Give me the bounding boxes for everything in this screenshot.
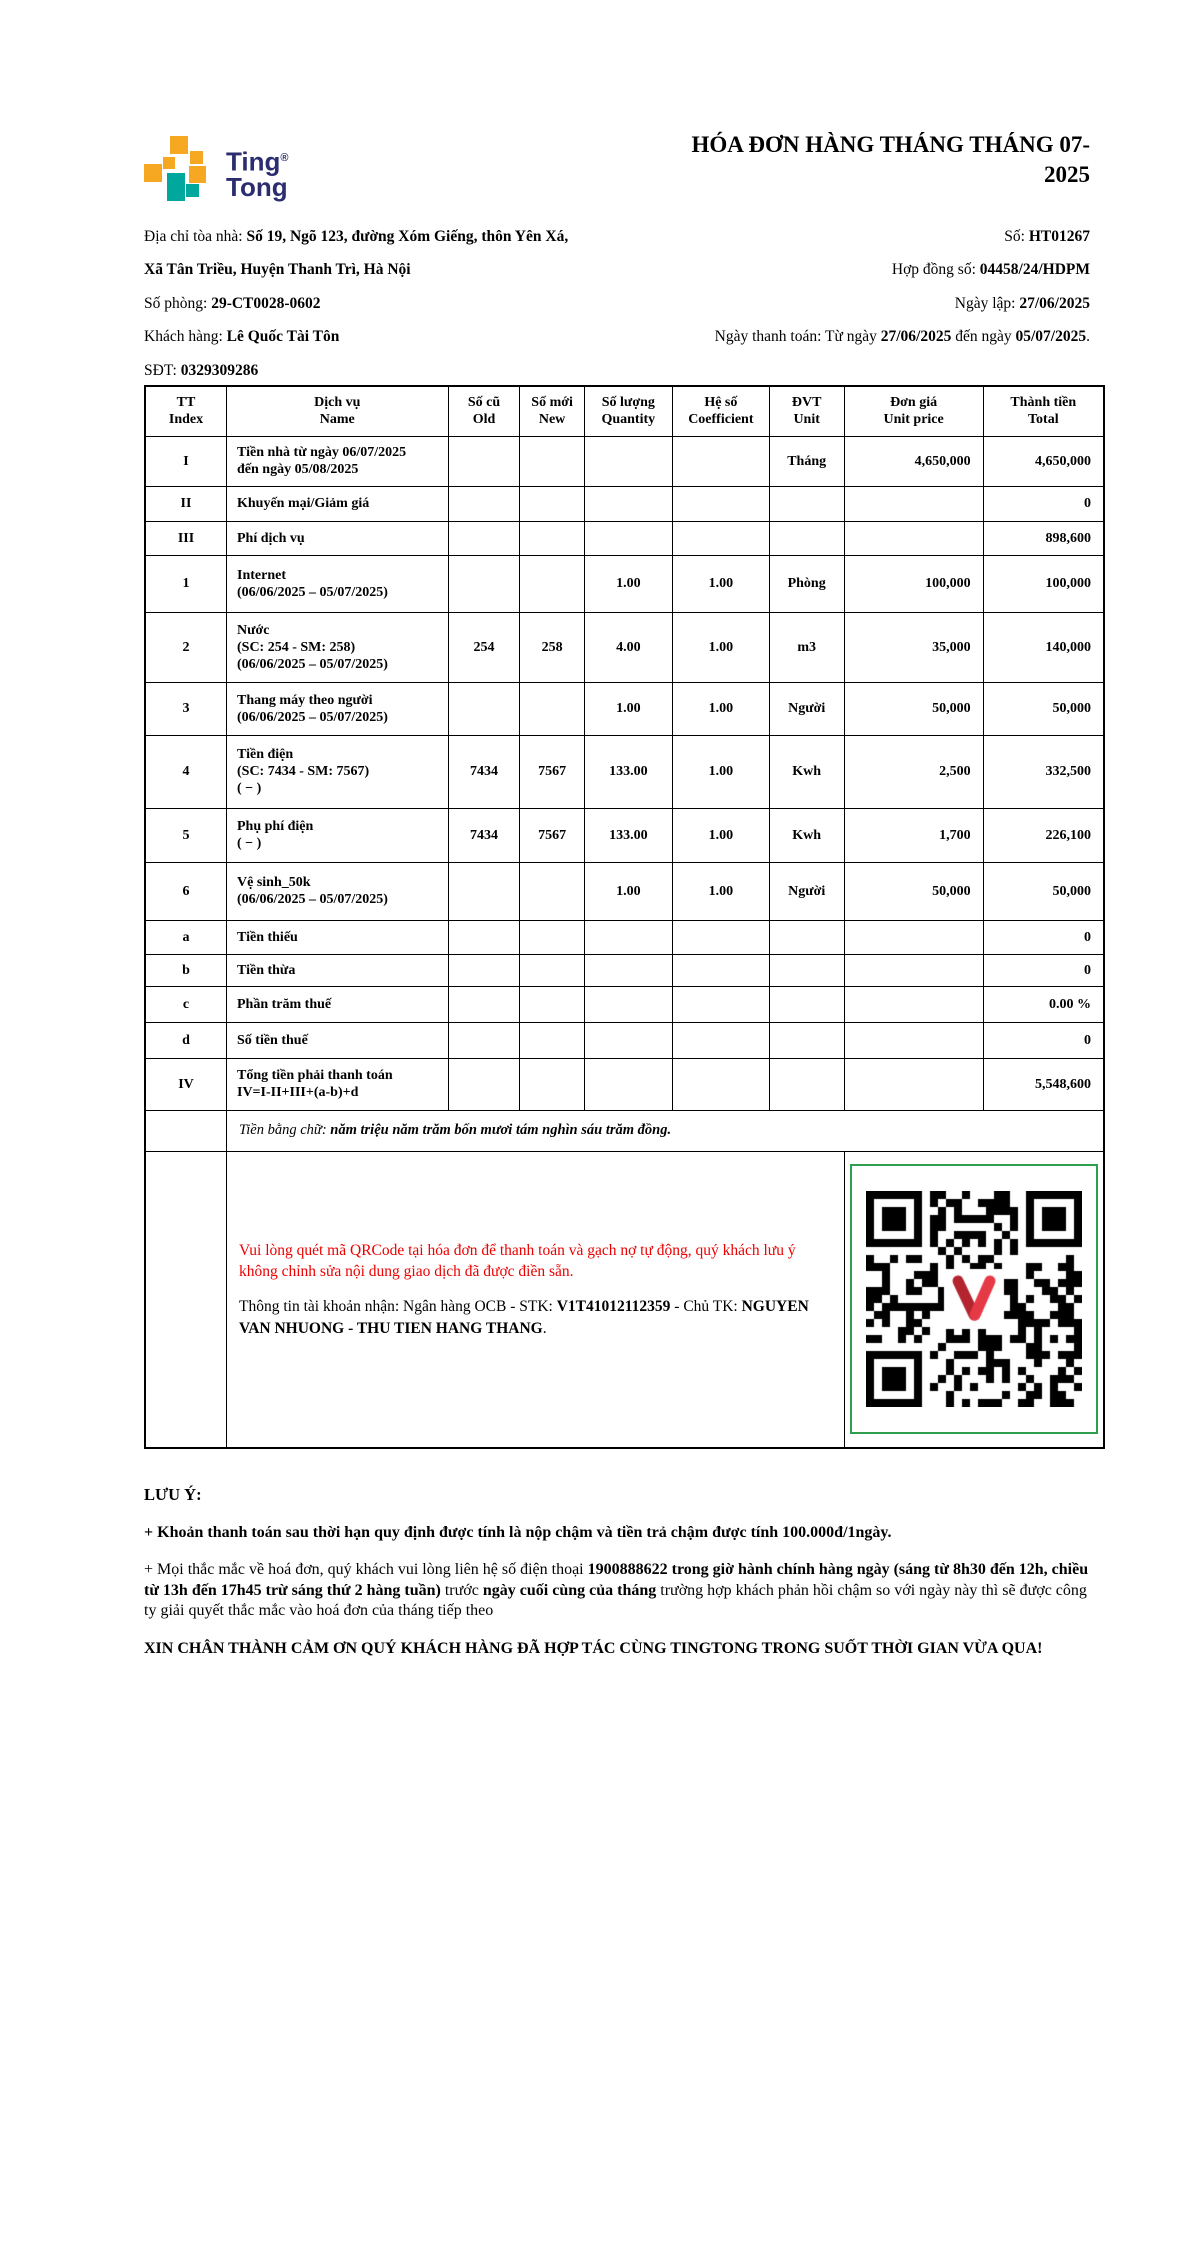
cell-service-name <box>227 954 449 986</box>
cell-unit-price <box>844 986 983 1022</box>
issue-date <box>630 287 1090 320</box>
cell-quantity: 4.00 <box>584 612 672 682</box>
cell-total: 0 <box>983 954 1104 986</box>
note-segment: XIN CHÂN THÀNH CẢM ƠN QUÝ KHÁCH HÀNG ĐÃ HỢP TÁC CÙNG TINGTONG TRONG SUỐT THỜI GIAN VỪA QUA! <box>144 1639 1043 1657</box>
building-address-line1-segment: Số 19, Ngõ 123, đường Xóm Giếng, thôn Yên Xá, <box>246 228 569 245</box>
table-row <box>145 521 1104 555</box>
cell-old-reading <box>448 986 520 1022</box>
service-name-line: Khuyến mại/Giảm giá <box>237 496 370 511</box>
payment-period-segment: . <box>1086 328 1090 346</box>
customer-name-segment: Lê Quốc Tài Tôn <box>226 328 340 346</box>
note-paragraph <box>144 1560 1096 1622</box>
cell-index: 6 <box>145 862 227 920</box>
table-row <box>145 436 1104 486</box>
cell-index: 5 <box>145 808 227 862</box>
table-row <box>145 682 1104 735</box>
cell-quantity <box>584 986 672 1022</box>
cell-new-reading <box>520 920 584 954</box>
cell-index: I <box>145 436 227 486</box>
customer-phone-segment: 0329309286 <box>180 361 259 379</box>
service-name-line: (06/06/2025 – 05/07/2025) <box>237 892 388 907</box>
header-label-vi: Số mới <box>531 395 573 411</box>
header-label-vi: Số lượng <box>601 395 655 411</box>
cell-index: 3 <box>145 682 227 735</box>
cell-unit-price: 50,000 <box>844 862 983 920</box>
cell-coefficient: 1.00 <box>672 735 769 808</box>
table-row <box>145 555 1104 612</box>
service-name-line: (06/06/2025 – 05/07/2025) <box>237 709 388 725</box>
service-name-line: Phí dịch vụ <box>237 530 305 546</box>
cell-new-reading <box>520 555 584 612</box>
cell-new-reading <box>520 862 584 920</box>
table-header-cell <box>672 386 769 436</box>
table-row <box>145 954 1104 986</box>
cell-quantity <box>584 1058 672 1110</box>
note-segment: + Mọi thắc mắc về hoá đơn, quý khách vui lòng liên hệ số điện thoại <box>144 1561 588 1578</box>
payment-period-segment: Ngày thanh toán: Từ ngày <box>714 328 881 346</box>
cell-unit-price: 50,000 <box>844 682 983 735</box>
tingtong-logo-icon <box>144 136 210 202</box>
service-name-line: Tiền nhà từ ngày 06/07/2025 <box>237 445 407 460</box>
cell-index: 2 <box>145 612 227 682</box>
cell-unit <box>769 1058 844 1110</box>
table-header-cell <box>584 386 672 436</box>
header-label-en: Unit <box>793 412 820 428</box>
cell-coefficient <box>672 1058 769 1110</box>
payment-period-segment: 27/06/2025 <box>880 328 952 346</box>
issue-date-segment: 27/06/2025 <box>1019 294 1090 312</box>
cell-new-reading <box>520 682 584 735</box>
cell-coefficient <box>672 436 769 486</box>
invoice-number <box>630 220 1090 253</box>
invoice-title: HÓA ĐƠN HÀNG THÁNG THÁNG 07-2025 <box>691 132 1090 187</box>
cell-service-name <box>227 436 449 486</box>
cell-index: III <box>145 521 227 555</box>
header-label-vi: Số cũ <box>467 395 501 411</box>
cell-quantity <box>584 521 672 555</box>
table-row <box>145 1058 1104 1110</box>
contract-number-segment: 04458/24/HDPM <box>979 261 1090 279</box>
cell-total: 0 <box>983 920 1104 954</box>
cell-total: 226,100 <box>983 808 1104 862</box>
cell-total: 0 <box>983 486 1104 521</box>
cell-old-reading <box>448 682 520 735</box>
cell-unit-price: 2,500 <box>844 735 983 808</box>
note-segment: ngày cuối cùng của tháng <box>482 1581 657 1599</box>
cell-unit: Phòng <box>769 555 844 612</box>
cell-coefficient: 1.00 <box>672 555 769 612</box>
cell-quantity: 1.00 <box>584 862 672 920</box>
cell-unit-price <box>844 1058 983 1110</box>
logo-pixel <box>167 173 185 201</box>
cell-unit-price <box>844 954 983 986</box>
cell-unit-price <box>844 486 983 521</box>
cell-old-reading: 7434 <box>448 808 520 862</box>
cell-index: II <box>145 486 227 521</box>
notes-paragraphs <box>144 1523 1096 1660</box>
service-name-line: IV=I-II+III+(a-b)+d <box>237 1085 359 1100</box>
table-header-cell <box>145 386 227 436</box>
cell-index: c <box>145 986 227 1022</box>
service-name-line: Tiền thiếu <box>237 929 298 945</box>
qr-code <box>866 1191 1082 1407</box>
table-row <box>145 612 1104 682</box>
cell-unit <box>769 486 844 521</box>
table-header-cell <box>769 386 844 436</box>
header-label-vi: Thành tiền <box>1010 395 1077 411</box>
cell-coefficient <box>672 521 769 555</box>
cell-index: b <box>145 954 227 986</box>
service-name-line: Số tiền thuế <box>237 1032 308 1048</box>
thank-you-note <box>144 1639 1096 1660</box>
table-row <box>145 808 1104 862</box>
cell-old-reading <box>448 555 520 612</box>
cell-old-reading: 7434 <box>448 735 520 808</box>
cell-quantity: 133.00 <box>584 735 672 808</box>
cell-service-name <box>227 521 449 555</box>
header-label-vi: Hệ số <box>704 395 738 411</box>
cell-new-reading <box>520 521 584 555</box>
cell-service-name <box>227 862 449 920</box>
qr-code-frame <box>850 1164 1098 1434</box>
cell-old-reading <box>448 486 520 521</box>
cell-new-reading <box>520 436 584 486</box>
cell-unit: Người <box>769 862 844 920</box>
amount-in-words-label: Tiền bằng chữ: <box>239 1122 331 1138</box>
table-header-cell <box>520 386 584 436</box>
amount-in-words-row <box>145 1110 1104 1151</box>
bank-account-segment: NGUYEN VAN NHUONG - THU TIEN HANG THANG <box>239 1297 809 1337</box>
issue-date-segment: Ngày lập: <box>954 294 1020 312</box>
logo-pixel <box>189 166 206 183</box>
logo-pixel <box>163 157 175 169</box>
meta-right-column <box>630 220 1090 354</box>
cell-unit-price: 100,000 <box>844 555 983 612</box>
header-label-en: Coefficient <box>688 412 754 428</box>
cell-unit: Người <box>769 682 844 735</box>
cell-quantity <box>584 920 672 954</box>
cell-total: 50,000 <box>983 862 1104 920</box>
logo-pixel <box>186 184 199 197</box>
service-name-line: (SC: 254 - SM: 258) <box>237 639 356 655</box>
header-label-en: Index <box>168 412 204 428</box>
header-label-vi: Đơn giá <box>890 395 938 411</box>
cell-index: IV <box>145 1058 227 1110</box>
bank-account-segment: V1T41012112359 <box>556 1297 671 1315</box>
cell-unit-price <box>844 920 983 954</box>
cell-new-reading <box>520 986 584 1022</box>
cell-unit <box>769 1022 844 1058</box>
header-label-vi: Dịch vụ <box>314 395 361 411</box>
cell-new-reading: 7567 <box>520 808 584 862</box>
cell-coefficient <box>672 954 769 986</box>
cell-new-reading <box>520 1022 584 1058</box>
cell-new-reading <box>520 954 584 986</box>
cell-total: 0.00 % <box>983 986 1104 1022</box>
contract-number-segment: Hợp đồng số: <box>891 261 980 279</box>
cell-total: 0 <box>983 1022 1104 1058</box>
logo-pixel <box>190 151 203 164</box>
cell-index: 1 <box>145 555 227 612</box>
cell-new-reading: 258 <box>520 612 584 682</box>
cell-service-name <box>227 1058 449 1110</box>
table-header-cell <box>844 386 983 436</box>
cell-total: 50,000 <box>983 682 1104 735</box>
service-name-line: (SC: 7434 - SM: 7567) <box>237 764 370 779</box>
cell-service-name <box>227 1022 449 1058</box>
cell-service-name <box>227 735 449 808</box>
table-row <box>145 735 1104 808</box>
cell-quantity: 133.00 <box>584 808 672 862</box>
cell-service-name <box>227 920 449 954</box>
service-name-line: Vệ sinh_50k <box>237 875 311 890</box>
header-label-vi: ĐVT <box>791 395 822 411</box>
cell-unit-price: 35,000 <box>844 612 983 682</box>
bank-account-segment: Thông tin tài khoản nhận: Ngân hàng OCB - STK: <box>239 1297 557 1315</box>
cell-old-reading <box>448 862 520 920</box>
cell-unit-price: 1,700 <box>844 808 983 862</box>
cell-coefficient: 1.00 <box>672 612 769 682</box>
service-name-line: ( − ) <box>237 781 262 796</box>
notes-heading: LƯU Ý: <box>144 1485 202 1504</box>
building-address-line1-segment: Địa chỉ tòa nhà: <box>144 228 247 245</box>
header-label-en: Old <box>472 412 496 428</box>
cell-unit <box>769 954 844 986</box>
cell-service-name <box>227 612 449 682</box>
cell-unit <box>769 920 844 954</box>
brand-name-line2: Tong <box>226 171 288 202</box>
header-label-en: Total <box>1028 412 1059 428</box>
table-row <box>145 486 1104 521</box>
cell-total: 140,000 <box>983 612 1104 682</box>
service-name-line: Internet <box>237 567 286 583</box>
amount-in-words-value: năm triệu năm trăm bốn mươi tám nghìn sáu trăm đồng. <box>330 1122 672 1138</box>
cell-index <box>145 1151 227 1448</box>
cell-total: 898,600 <box>983 521 1104 555</box>
brand-logo-text <box>226 136 289 202</box>
customer-phone-segment: SĐT: <box>144 361 181 379</box>
cell-coefficient: 1.00 <box>672 682 769 735</box>
table-header-cell <box>983 386 1104 436</box>
cell-new-reading: 7567 <box>520 735 584 808</box>
cell-unit: m3 <box>769 612 844 682</box>
cell-new-reading <box>520 1058 584 1110</box>
note-segment: trước <box>440 1581 483 1599</box>
table-row <box>145 986 1104 1022</box>
payment-period <box>630 320 1090 353</box>
building-address-line2-segment: Xã Tân Triều, Huyện Thanh Trì, Hà Nội <box>144 261 411 279</box>
header-label-en: Name <box>319 412 355 428</box>
header-label-en: New <box>538 412 566 428</box>
cell-unit-price <box>844 1022 983 1058</box>
header-label-vi: TT <box>176 395 196 411</box>
cell-old-reading <box>448 1022 520 1058</box>
cell-unit: Kwh <box>769 735 844 808</box>
cell-coefficient: 1.00 <box>672 862 769 920</box>
customer-phone <box>144 354 724 387</box>
cell-service-name <box>227 555 449 612</box>
cell-unit-price <box>844 521 983 555</box>
cell-old-reading <box>448 436 520 486</box>
service-name-line: Nước <box>237 622 270 638</box>
header-label-en: Quantity <box>601 412 656 428</box>
cell-old-reading <box>448 920 520 954</box>
cell-old-reading <box>448 1058 520 1110</box>
cell-old-reading <box>448 521 520 555</box>
logo-pixel <box>144 164 162 182</box>
cell-new-reading <box>520 486 584 521</box>
cell-service-name <box>227 682 449 735</box>
bank-account-segment: - Chủ TK: <box>670 1297 742 1315</box>
cell-old-reading <box>448 954 520 986</box>
cell-coefficient <box>672 486 769 521</box>
cell-old-reading: 254 <box>448 612 520 682</box>
service-name-line: Tổng tiền phải thanh toán <box>237 1068 393 1083</box>
brand-logo <box>144 136 289 202</box>
payment-period-segment: đến ngày <box>951 328 1016 346</box>
table-header-cell <box>448 386 520 436</box>
cell-total: 4,650,000 <box>983 436 1104 486</box>
qr-payment-row <box>145 1151 1104 1448</box>
service-name-line: Tiền thừa <box>237 962 296 978</box>
cell-total: 332,500 <box>983 735 1104 808</box>
trademark-symbol: ® <box>280 152 289 164</box>
service-name-line: ( − ) <box>237 836 262 851</box>
charges-table <box>144 385 1105 1449</box>
cell-coefficient: 1.00 <box>672 808 769 862</box>
cell-unit <box>769 521 844 555</box>
cell-service-name <box>227 808 449 862</box>
cell-index: a <box>145 920 227 954</box>
table-header-row <box>145 386 1104 436</box>
cell-quantity: 1.00 <box>584 555 672 612</box>
header-label-en: Unit price <box>883 412 944 428</box>
bank-account-segment: . <box>542 1319 547 1337</box>
cell-quantity <box>584 1022 672 1058</box>
qr-code-cell <box>844 1151 1104 1448</box>
service-name-line: Phụ phí điện <box>237 819 314 834</box>
cell-index: 4 <box>145 735 227 808</box>
cell-coefficient <box>672 1022 769 1058</box>
room-number-segment: Số phòng: <box>144 294 212 312</box>
footer-notes <box>144 1485 1096 1676</box>
qr-instruction-text: Vui lòng quét mã QRCode tại hóa đơn để thanh toán và gạch nợ tự động, quý khách lưu ý không chỉnh sửa nội dung giao dịch đã được điền sẵn. <box>239 1241 796 1280</box>
logo-pixel <box>170 136 188 154</box>
service-name-line: Tiền điện <box>237 747 294 762</box>
cell-index: d <box>145 1022 227 1058</box>
invoice-number-segment: HT01267 <box>1028 228 1090 245</box>
cell-service-name <box>227 486 449 521</box>
room-number-segment: 29-CT0028-0602 <box>211 294 321 312</box>
service-name-line: (06/06/2025 – 05/07/2025) <box>237 584 388 600</box>
service-name-line: Phần trăm thuế <box>237 996 332 1012</box>
cell-coefficient <box>672 920 769 954</box>
bank-account-text <box>239 1296 824 1340</box>
qr-instructions-cell <box>227 1151 845 1448</box>
note-segment: + Khoản thanh toán sau thời hạn quy định được tính là nộp chậm và tiền trả chậm được tính 100.000đ/1ngày. <box>144 1523 892 1541</box>
cell-unit <box>769 986 844 1022</box>
cell-quantity <box>584 436 672 486</box>
note-paragraph <box>144 1523 1096 1544</box>
contract-number <box>630 253 1090 286</box>
amount-in-words-cell <box>227 1110 1105 1151</box>
brand-name-line1: Ting <box>226 146 281 177</box>
service-name-line: Thang máy theo người <box>237 692 373 708</box>
table-header-cell <box>227 386 449 436</box>
cell-coefficient <box>672 986 769 1022</box>
table-row <box>145 920 1104 954</box>
cell-total: 5,548,600 <box>983 1058 1104 1110</box>
table-row <box>145 862 1104 920</box>
cell-unit: Tháng <box>769 436 844 486</box>
table-row <box>145 1022 1104 1058</box>
cell-index <box>145 1110 227 1151</box>
customer-name-segment: Khách hàng: <box>144 328 227 346</box>
cell-unit-price: 4,650,000 <box>844 436 983 486</box>
cell-quantity: 1.00 <box>584 682 672 735</box>
cell-quantity <box>584 954 672 986</box>
service-name-line: đến ngày 05/08/2025 <box>237 462 359 477</box>
note-segment: 1900888622 trong giờ hành chính hàng ngày (sáng từ 8h30 đến 12h, chiều từ 13h đến 17h45 trừ sáng thứ 2 hàng tuần) <box>144 1561 1089 1599</box>
cell-service-name <box>227 986 449 1022</box>
cell-unit: Kwh <box>769 808 844 862</box>
cell-total: 100,000 <box>983 555 1104 612</box>
payment-period-segment: 05/07/2025 <box>1015 328 1087 346</box>
service-name-line: (06/06/2025 – 05/07/2025) <box>237 656 388 672</box>
invoice-number-segment: Số: <box>1004 228 1029 245</box>
cell-quantity <box>584 486 672 521</box>
note-segment: trường hợp khách phản hồi chậm so với ngày này thì sẽ được công ty giải quyết thắc mắc vào hoá đơn của tháng tiếp theo <box>144 1581 1087 1619</box>
